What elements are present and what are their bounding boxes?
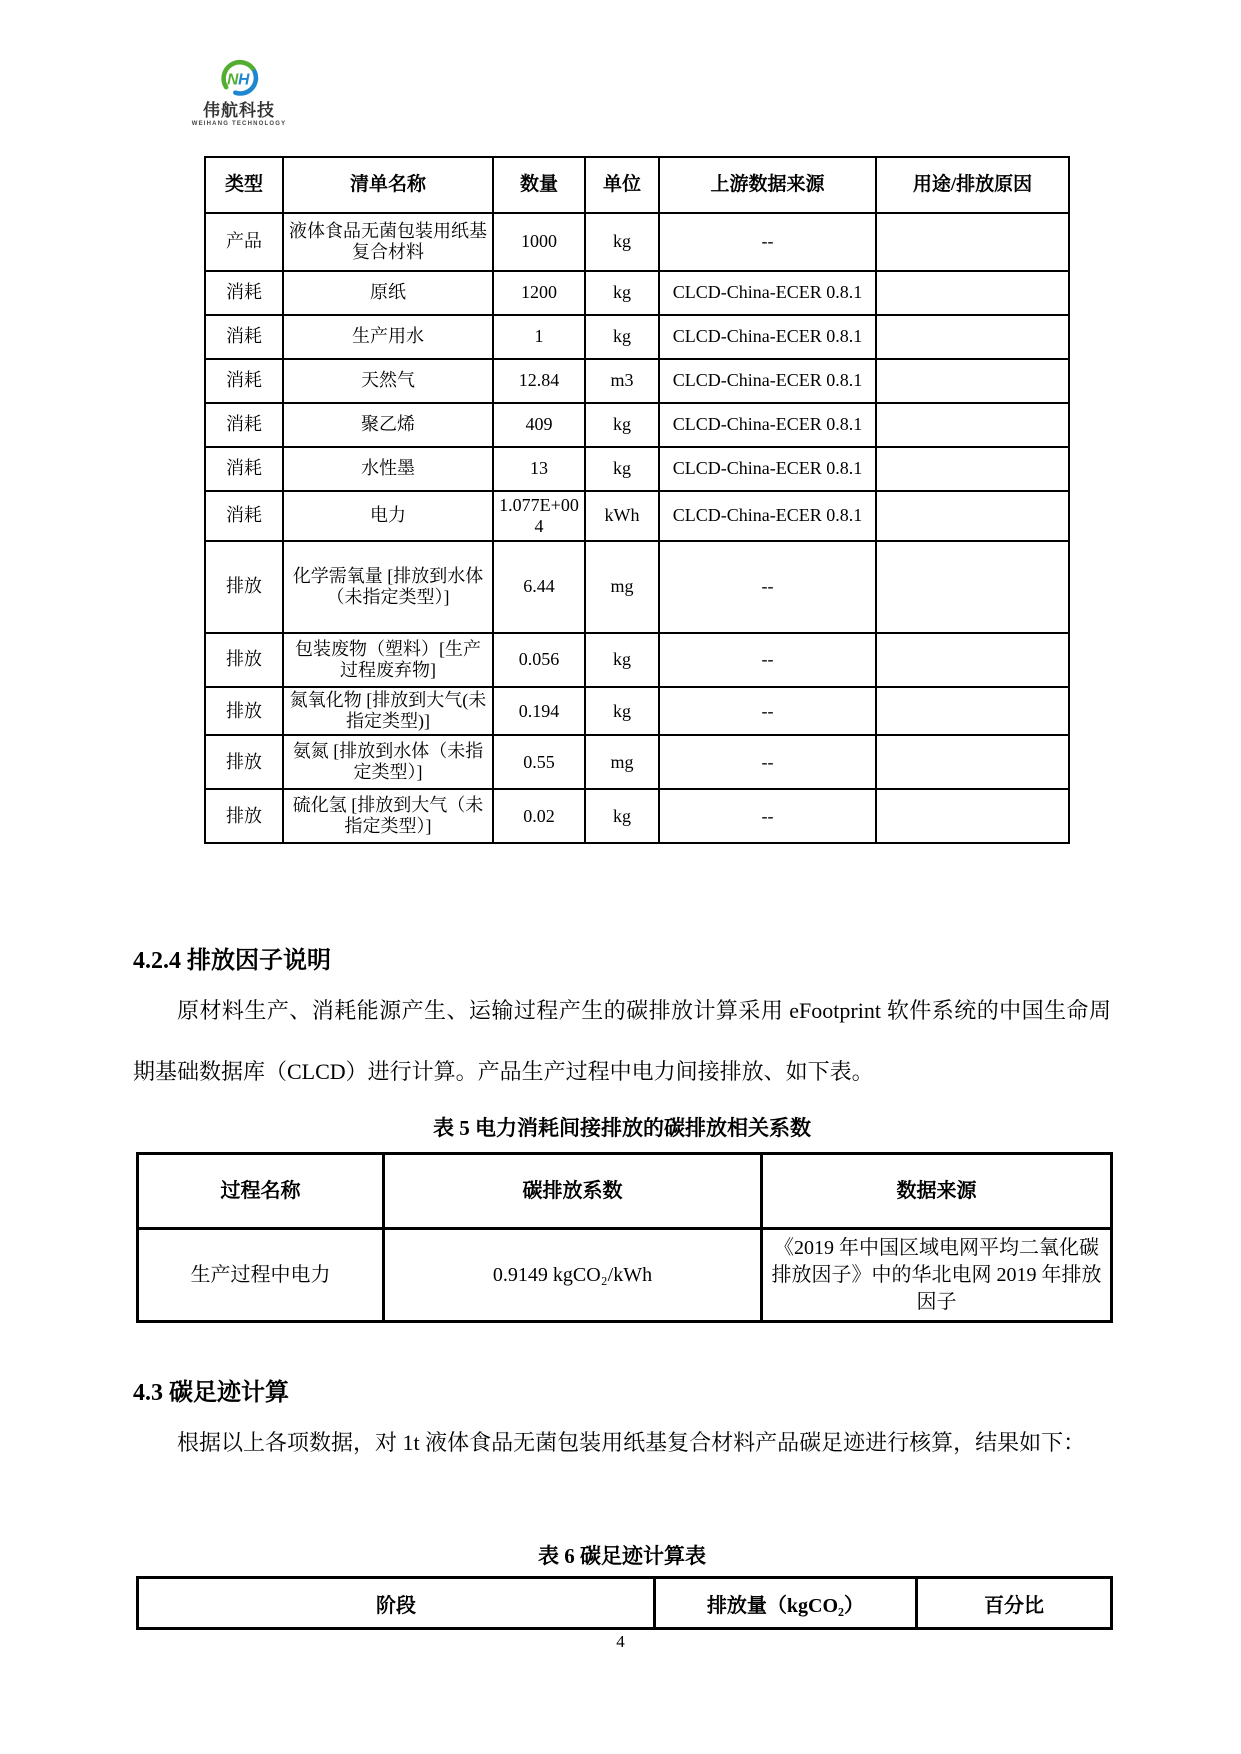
cell-purpose xyxy=(876,403,1069,447)
company-logo xyxy=(191,56,287,128)
cell-name: 水性墨 xyxy=(283,447,493,491)
cell-type: 消耗 xyxy=(205,359,283,403)
col-header-unit: 单位 xyxy=(585,157,659,213)
logo-letter-h: H xyxy=(238,71,250,89)
cell-source: CLCD-China-ECER 0.8.1 xyxy=(659,403,876,447)
cell-name: 液体食品无菌包装用纸基复合材料 xyxy=(283,213,493,271)
cell-purpose xyxy=(876,315,1069,359)
cell-name: 包装废物（塑料）[生产过程废弃物] xyxy=(283,633,493,687)
cell-source: CLCD-China-ECER 0.8.1 xyxy=(659,447,876,491)
cell-source: -- xyxy=(659,633,876,687)
cell-name: 化学需氧量 [排放到水体（未指定类型）] xyxy=(283,541,493,633)
inventory-table xyxy=(204,156,1070,844)
cell-qty: 0.194 xyxy=(493,687,585,735)
cell-type: 消耗 xyxy=(205,271,283,315)
cell-name: 天然气 xyxy=(283,359,493,403)
cell-purpose xyxy=(876,447,1069,491)
table5-caption: 表 5 电力消耗间接排放的碳排放相关系数 xyxy=(433,1116,811,1140)
cell-purpose xyxy=(876,359,1069,403)
table-row xyxy=(205,541,1069,633)
table5-header-row xyxy=(138,1154,1112,1229)
section-heading-43: 4.3 碳足迹计算 xyxy=(133,1380,289,1406)
table-row xyxy=(138,1229,1112,1322)
cell-source: CLCD-China-ECER 0.8.1 xyxy=(659,491,876,541)
page-number: 4 xyxy=(616,1632,625,1651)
section-43-paragraph: 根据以上各项数据，对 1t 液体食品无菌包装用纸基复合材料产品碳足迹进行核算，结果如下： xyxy=(177,1430,1086,1455)
cell-purpose xyxy=(876,213,1069,271)
cell-unit: kg xyxy=(585,789,659,843)
cell-type: 排放 xyxy=(205,735,283,789)
col-header-source: 上游数据来源 xyxy=(659,157,876,213)
cell-name: 电力 xyxy=(283,491,493,541)
brand-name-en: WEIHANG TECHNOLOGY xyxy=(191,120,287,127)
brand-name-cn: 伟航科技 xyxy=(203,101,275,120)
cell-qty: 6.44 xyxy=(493,541,585,633)
logo-mark-icon xyxy=(217,56,261,100)
cell-qty: 1200 xyxy=(493,271,585,315)
cell-purpose xyxy=(876,735,1069,789)
col-header-process: 过程名称 xyxy=(138,1154,384,1229)
section-424-paragraph: 原材料生产、消耗能源产生、运输过程产生的碳排放计算采用 eFootprint 软件系统的中国生命周期基础数据库（CLCD）进行计算。产品生产过程中电力间接排放、如下表。 xyxy=(133,998,1111,1084)
table-row xyxy=(205,213,1069,271)
cell-qty: 0.02 xyxy=(493,789,585,843)
cell-type: 消耗 xyxy=(205,491,283,541)
table-row xyxy=(205,491,1069,541)
cell-qty: 409 xyxy=(493,403,585,447)
cell-unit: mg xyxy=(585,735,659,789)
cell-qty: 1000 xyxy=(493,213,585,271)
cell-qty: 0.55 xyxy=(493,735,585,789)
cell-purpose xyxy=(876,789,1069,843)
cell-name: 硫化氢 [排放到大气（未指定类型）] xyxy=(283,789,493,843)
cell-name: 氮氧化物 [排放到大气(未指定类型)] xyxy=(283,687,493,735)
cell-name: 聚乙烯 xyxy=(283,403,493,447)
cell-type: 产品 xyxy=(205,213,283,271)
cell-source: -- xyxy=(659,735,876,789)
cell-factor: 0.9149 kgCO₂/kWh xyxy=(384,1229,762,1322)
table-row xyxy=(205,789,1069,843)
cell-name: 氨氮 [排放到水体（未指定类型）] xyxy=(283,735,493,789)
cell-purpose xyxy=(876,687,1069,735)
cell-qty: 1 xyxy=(493,315,585,359)
cell-qty: 13 xyxy=(493,447,585,491)
col-header-emission: 排放量（kgCO₂） xyxy=(655,1578,917,1629)
cell-unit: kg xyxy=(585,315,659,359)
col-header-purpose: 用途/排放原因 xyxy=(876,157,1069,213)
cell-unit: m3 xyxy=(585,359,659,403)
table-row xyxy=(205,447,1069,491)
table-row xyxy=(205,735,1069,789)
cell-type: 消耗 xyxy=(205,447,283,491)
section-heading-424: 4.2.4 排放因子说明 xyxy=(133,948,331,974)
cell-type: 排放 xyxy=(205,541,283,633)
col-header-qty: 数量 xyxy=(493,157,585,213)
cell-type: 排放 xyxy=(205,789,283,843)
cell-purpose xyxy=(876,633,1069,687)
cell-source: -- xyxy=(659,213,876,271)
cell-source: 《2019 年中国区域电网平均二氧化碳排放因子》中的华北电网 2019 年排放因子 xyxy=(762,1229,1112,1322)
col-header-factor: 碳排放系数 xyxy=(384,1154,762,1229)
table-row xyxy=(205,315,1069,359)
table-row xyxy=(205,359,1069,403)
cell-type: 消耗 xyxy=(205,403,283,447)
table-row xyxy=(205,271,1069,315)
col-header-name: 清单名称 xyxy=(283,157,493,213)
cell-process: 生产过程中电力 xyxy=(138,1229,384,1322)
cell-source: CLCD-China-ECER 0.8.1 xyxy=(659,271,876,315)
footprint-calc-table xyxy=(136,1576,1113,1630)
cell-unit: kg xyxy=(585,271,659,315)
cell-name: 原纸 xyxy=(283,271,493,315)
cell-source: -- xyxy=(659,789,876,843)
table-row xyxy=(205,403,1069,447)
cell-source: -- xyxy=(659,541,876,633)
cell-unit: mg xyxy=(585,541,659,633)
cell-purpose xyxy=(876,541,1069,633)
electricity-factor-table xyxy=(136,1152,1113,1323)
cell-name: 生产用水 xyxy=(283,315,493,359)
cell-qty: 1.077E+004 xyxy=(493,491,585,541)
cell-purpose xyxy=(876,491,1069,541)
table6-caption: 表 6 碳足迹计算表 xyxy=(538,1544,706,1568)
cell-type: 消耗 xyxy=(205,315,283,359)
cell-type: 排放 xyxy=(205,633,283,687)
col-header-source: 数据来源 xyxy=(762,1154,1112,1229)
inventory-header-row xyxy=(205,157,1069,213)
cell-qty: 0.056 xyxy=(493,633,585,687)
col-header-stage: 阶段 xyxy=(138,1578,655,1629)
cell-type: 排放 xyxy=(205,687,283,735)
cell-source: -- xyxy=(659,687,876,735)
cell-unit: kg xyxy=(585,687,659,735)
logo-letter-n: N xyxy=(227,71,239,89)
cell-unit: kg xyxy=(585,633,659,687)
table-row xyxy=(205,633,1069,687)
col-header-percent: 百分比 xyxy=(917,1578,1112,1629)
cell-purpose xyxy=(876,271,1069,315)
col-header-type: 类型 xyxy=(205,157,283,213)
cell-source: CLCD-China-ECER 0.8.1 xyxy=(659,315,876,359)
cell-unit: kWh xyxy=(585,491,659,541)
cell-unit: kg xyxy=(585,213,659,271)
table-row xyxy=(205,687,1069,735)
cell-qty: 12.84 xyxy=(493,359,585,403)
cell-unit: kg xyxy=(585,403,659,447)
table6-header-row xyxy=(138,1578,1112,1629)
cell-unit: kg xyxy=(585,447,659,491)
cell-source: CLCD-China-ECER 0.8.1 xyxy=(659,359,876,403)
